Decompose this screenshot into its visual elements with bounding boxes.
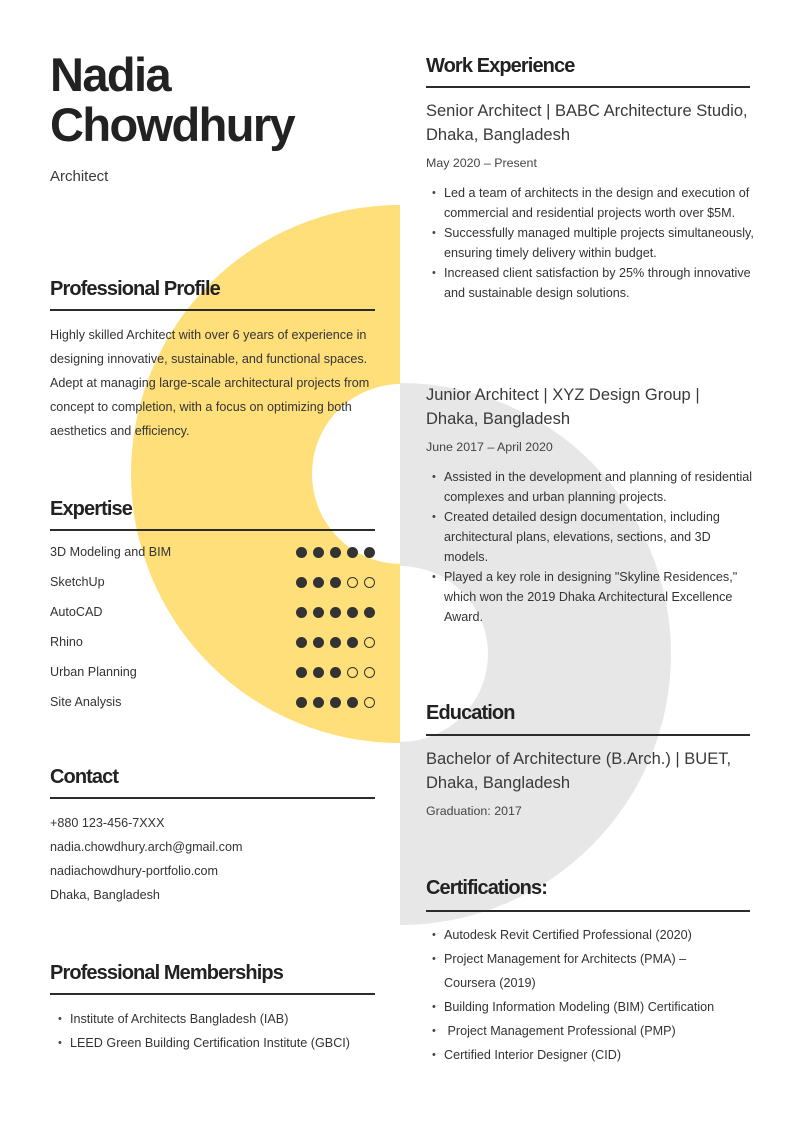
skill-row (50, 632, 375, 652)
skill-row (50, 542, 375, 562)
filled-dot-icon (296, 607, 307, 618)
filled-dot-icon (347, 637, 358, 648)
list-item: • Autodesk Revit Certified Professional (2020) (426, 923, 726, 947)
filled-dot-icon (296, 667, 307, 678)
education-divider (426, 734, 750, 736)
job-bullets (426, 183, 756, 303)
filled-dot-icon (330, 607, 341, 618)
filled-dot-icon (313, 607, 324, 618)
contact-divider (50, 797, 375, 799)
list-item: • Assisted in the development and planning of residential complexes and urban planning projects. (426, 467, 756, 507)
filled-dot-icon (296, 697, 307, 708)
expertise-divider (50, 529, 375, 531)
skill-label: 3D Modeling and BIM (50, 545, 172, 559)
empty-dot-icon (347, 667, 358, 678)
list-item: • Increased client satisfaction by 25% through innovative and sustainable design solutions. (426, 263, 756, 303)
filled-dot-icon (330, 577, 341, 588)
skill-label: Urban Planning (50, 665, 137, 679)
list-item: • Certified Interior Designer (CID) (426, 1043, 726, 1067)
certifications-list (426, 923, 726, 1067)
skill-rating (296, 697, 375, 708)
job-role: Architect (50, 168, 109, 185)
certifications-divider (426, 910, 750, 912)
skill-rating (296, 637, 375, 648)
graduation-year: Graduation: 2017 (426, 804, 522, 818)
filled-dot-icon (313, 667, 324, 678)
contact-location: Dhaka, Bangladesh (50, 888, 160, 902)
education-heading: Education (426, 702, 515, 724)
empty-dot-icon (364, 637, 375, 648)
list-item: • Institute of Architects Bangladesh (IAB) (52, 1007, 392, 1031)
empty-dot-icon (364, 697, 375, 708)
list-item: • Led a team of architects in the design and execution of commercial and residential projects worth over $5M. (426, 183, 756, 223)
list-item: • Project Management Professional (PMP) (426, 1019, 726, 1043)
filled-dot-icon (313, 577, 324, 588)
expertise-heading: Expertise (50, 498, 132, 520)
filled-dot-icon (364, 547, 375, 558)
filled-dot-icon (347, 697, 358, 708)
contact-phone[interactable]: +880 123-456-7XXX (50, 816, 165, 830)
list-item: • Played a key role in designing "Skyline Residences," which won the 2019 Dhaka Architectural Excellence Award. (426, 567, 756, 627)
empty-dot-icon (364, 577, 375, 588)
last-name: Chowdhury (50, 98, 295, 151)
skill-row (50, 662, 375, 682)
filled-dot-icon (347, 607, 358, 618)
profile-divider (50, 309, 375, 311)
list-item: • Successfully managed multiple projects simultaneously, ensuring timely delivery within budget. (426, 223, 756, 263)
profile-text: Highly skilled Architect with over 6 years of experience in designing innovative, sustainable, and functional spaces. Adept at managing large-scale architectural projects from concept to completion, with a focus on optimizing both aesthetics and efficiency. (50, 328, 370, 438)
contact-website[interactable]: nadiachowdhury-portfolio.com (50, 864, 219, 878)
empty-dot-icon (364, 667, 375, 678)
job-bullets (426, 467, 756, 627)
skill-label: Rhino (50, 635, 83, 649)
skill-row (50, 692, 375, 712)
filled-dot-icon (330, 697, 341, 708)
skill-label: AutoCAD (50, 605, 103, 619)
work-divider (426, 86, 750, 88)
candidate-name (50, 50, 294, 150)
filled-dot-icon (296, 547, 307, 558)
filled-dot-icon (330, 667, 341, 678)
skill-rating (296, 547, 375, 558)
list-item: • Building Information Modeling (BIM) Certification (426, 995, 726, 1019)
profile-heading: Professional Profile (50, 278, 220, 300)
filled-dot-icon (296, 637, 307, 648)
filled-dot-icon (330, 637, 341, 648)
list-item: • Project Management for Architects (PMA) – Coursera (2019) (426, 947, 726, 995)
filled-dot-icon (364, 607, 375, 618)
filled-dot-icon (313, 547, 324, 558)
list-item: • LEED Green Building Certification Institute (GBCI) (52, 1031, 392, 1055)
filled-dot-icon (330, 547, 341, 558)
skill-row (50, 602, 375, 622)
skill-rating (296, 607, 375, 618)
memberships-divider (50, 993, 375, 995)
memberships-heading: Professional Memberships (50, 962, 283, 984)
certifications-heading: Certifications: (426, 877, 547, 899)
skill-rating (296, 667, 375, 678)
skill-rating (296, 577, 375, 588)
filled-dot-icon (313, 637, 324, 648)
job-title: Senior Architect | BABC Architecture Studio, Dhaka, Bangladesh (426, 102, 748, 144)
job-dates: June 2017 – April 2020 (426, 440, 553, 454)
empty-dot-icon (347, 577, 358, 588)
contact-heading: Contact (50, 766, 119, 788)
degree-title: Bachelor of Architecture (B.Arch.) | BUET, Dhaka, Bangladesh (426, 750, 732, 792)
work-heading: Work Experience (426, 55, 575, 77)
contact-email[interactable]: nadia.chowdhury.arch@gmail.com (50, 840, 243, 854)
skill-row (50, 572, 375, 592)
list-item: • Created detailed design documentation, including architectural plans, elevations, sections, and 3D models. (426, 507, 756, 567)
filled-dot-icon (296, 577, 307, 588)
first-name: Nadia (50, 48, 170, 101)
filled-dot-icon (347, 547, 358, 558)
memberships-list (52, 1007, 392, 1055)
filled-dot-icon (313, 697, 324, 708)
skill-label: Site Analysis (50, 695, 122, 709)
skill-label: SketchUp (50, 575, 105, 589)
job-dates: May 2020 – Present (426, 156, 537, 170)
job-title: Junior Architect | XYZ Design Group | Dhaka, Bangladesh (426, 386, 700, 428)
